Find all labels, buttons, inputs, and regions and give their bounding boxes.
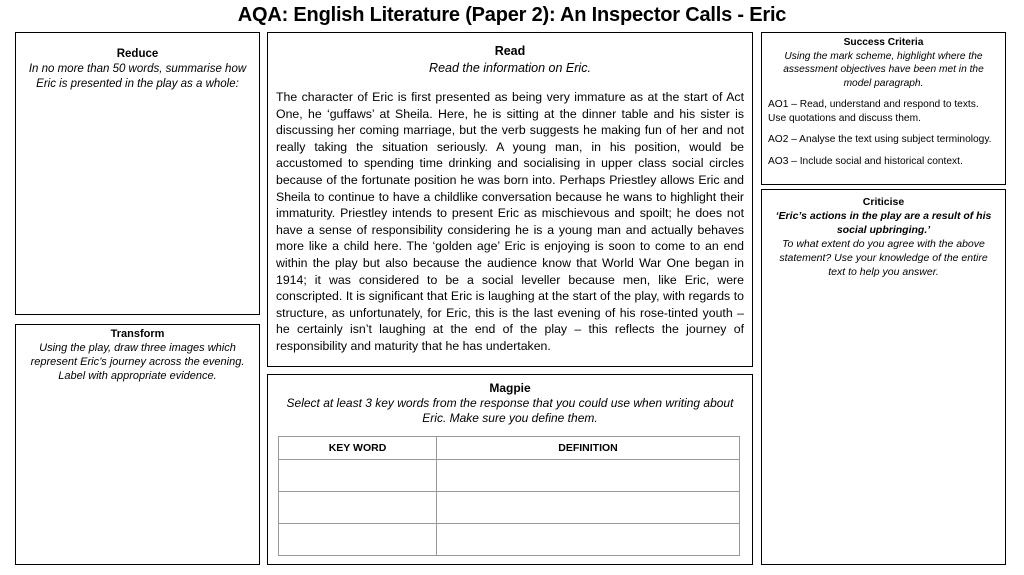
transform-heading: Transform [110,328,165,340]
success-instruction: Using the mark scheme, highlight where the assessment objectives have been met in the model paragraph. [783,50,984,89]
keyword-table-header [279,437,740,460]
success-criteria-box [761,32,1006,185]
magpie-heading: Magpie [489,381,531,395]
read-box [267,32,753,367]
table-row [279,524,740,556]
keyword-column-header: KEY WORD [279,437,437,460]
ao2-criterion: AO2 – Analyse the text using subject terminology. [768,134,992,145]
criticise-box[interactable] [761,189,1006,565]
transform-box[interactable] [15,324,260,565]
model-paragraph: The character of Eric is first presented as being very immature as at the start of Act One, he ‘guffaws’ at Sheila. Here, he is sitting at the dinner table and his sister is discussing her coming marriage, but the verb suggests he making fun of her and not really taking the situation seriously. A young man, in his position, would be accustomed to spending time drinking and socialising in upper class social circles because of the fortunate position he was born into. Perhaps Priestley allows Eric and Sheila to continue to have a childlike conversation because he wans to highlight their immaturity. Priestley intends to present Eric as mischievous and spoilt; he does not have a sense of responsibility considering he is a young man and actually behaves more like a child here. The ‘golden age’ Eric is enjoying is soon to come to an end within the play but also because the audience know that World War One began in 1914; it was considered to be a social leveller because men, like Eric, were conscripted. It is significant that Eric is laughing at the start of the play, with regards to structure, as unfortunately, for Eric, this is the last evening of his rose-tinted youth – he certainly isn’t laughing at the end of the play – this reflects the journey of responsibility and maturity that he has undertaken. [276,90,744,353]
definition-column-header: DEFINITION [437,437,740,460]
reduce-box[interactable] [15,32,260,315]
magpie-instruction: Select at least 3 key words from the response that you could use when writing about Eric. Make sure you define them. [286,396,734,425]
definition-cell[interactable] [437,492,740,524]
ao3-criterion: AO3 – Include social and historical context. [768,155,963,167]
table-row [279,460,740,492]
criticise-instruction: To what extent do you agree with the above statement? Use your knowledge of the entire text to help you answer. [779,238,988,278]
reduce-heading: Reduce [116,48,159,60]
definition-cell[interactable] [437,460,740,492]
ao1-criterion: AO1 – Read, understand and respond to texts. Use quotations and discuss them. [768,99,979,124]
definition-cell[interactable] [437,524,740,556]
table-row [279,492,740,524]
keyword-cell[interactable] [279,492,437,524]
page-title: AQA: English Literature (Paper 2): An Inspector Calls - Eric [237,4,787,26]
success-heading: Success Criteria [843,37,924,48]
magpie-box [267,374,753,565]
reduce-instruction: In no more than 50 words, summarise how Eric is presented in the play as a whole: [28,63,247,90]
criticise-heading: Criticise [862,196,905,208]
keyword-table [278,436,740,556]
keyword-cell[interactable] [279,460,437,492]
read-heading: Read [494,44,526,58]
criticise-statement: ‘Eric’s actions in the play are a result of his social upbringing.’ [775,210,992,236]
read-instruction: Read the information on Eric. [429,61,591,75]
keyword-cell[interactable] [279,524,437,556]
transform-instruction: Using the play, draw three images which represent Eric’s journey across the evening. Label with appropriate evidence. [30,342,245,382]
